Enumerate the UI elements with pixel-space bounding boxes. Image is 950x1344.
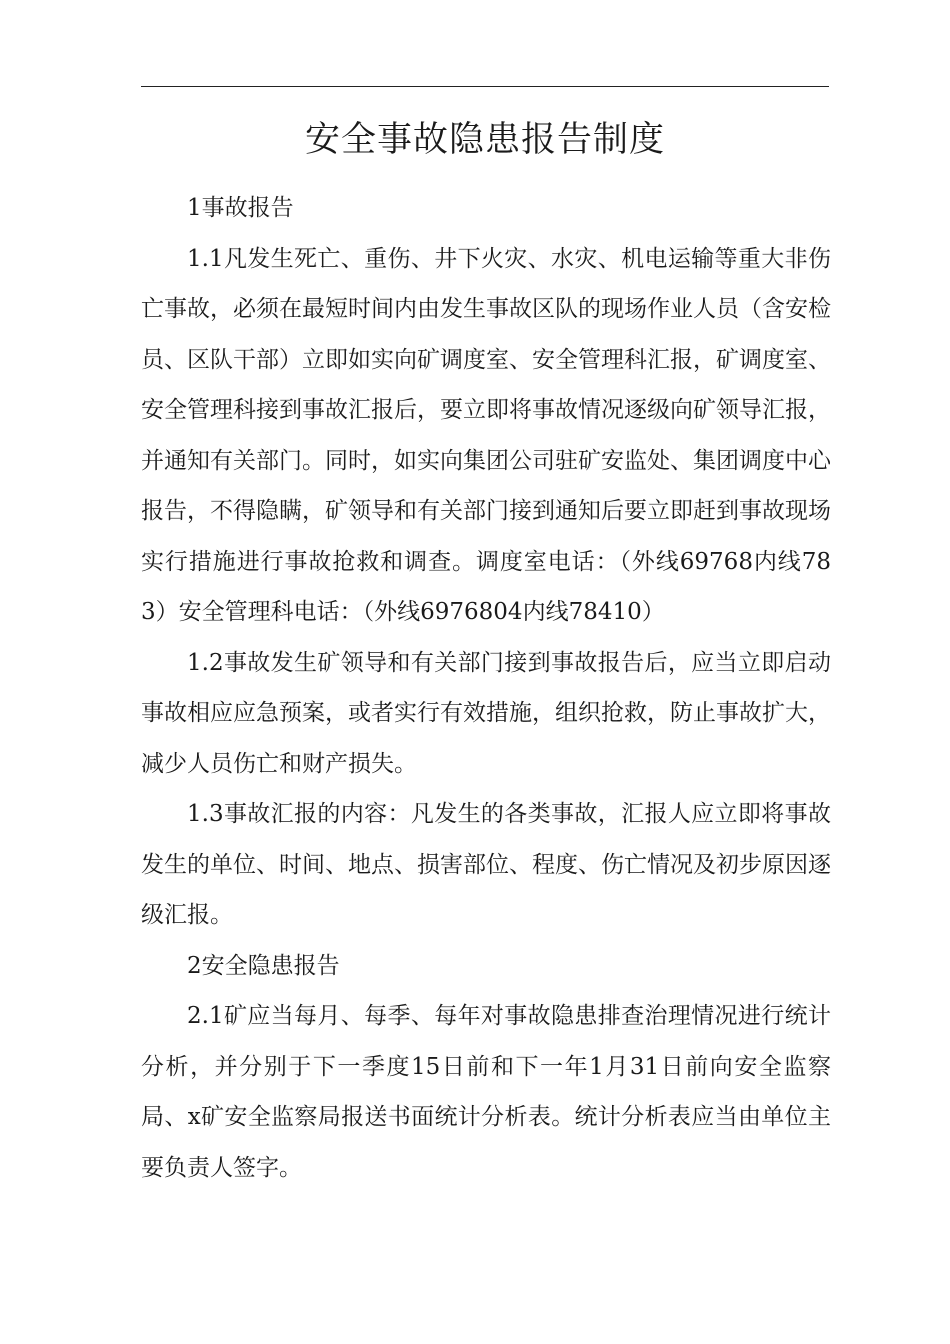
section-heading-accident-report: 1事故报告 (187, 195, 294, 221)
paragraph-2-1: 2.1矿应当每月、每季、每年对事故隐患排查治理情况进行统计分析，并分别于下一季度15日前和下一年1月31日前向安全监察局、x矿安全监察局报送书面统计分析表。统计分析表应当由单位主要负责人签字。 (141, 1003, 831, 1181)
paragraph-1-3: 1.3事故汇报的内容：凡发生的各类事故，汇报人应立即将事故发生的单位、时间、地点、损害部位、程度、伤亡情况及初步原因逐级汇报。 (141, 801, 831, 928)
paragraph-1-1: 1.1凡发生死亡、重伤、井下火灾、水灾、机电运输等重大非伤亡事故，必须在最短时间内由发生事故区队的现场作业人员（含安检员、区队干部）立即如实向矿调度室、安全管理科汇报，矿调度室、安全管理科接到事故汇报后，要立即将事故情况逐级向矿领导汇报，并通知有关部门。同时，如实向集团公司驻矿安监处、集团调度中心报告，不得隐瞒，矿领导和有关部门接到通知后要立即赶到事故现场实行措施进行事故抢救和调查。调度室电话：（外线69768内线783）安全管理科电话：（外线6976804内线78410） (141, 245, 831, 625)
section-heading-hazard-report: 2安全隐患报告 (187, 952, 340, 979)
page-title: 安全事故隐患报告制度 (304, 120, 665, 160)
document-body (141, 183, 831, 1193)
paragraph-1-2: 1.2事故发生矿领导和有关部门接到事故报告后，应当立即启动事故相应应急预案，或者实行有效措施，组织抢救，防止事故扩大，减少人员伤亡和财产损失。 (141, 649, 831, 777)
header-rule (141, 86, 829, 87)
